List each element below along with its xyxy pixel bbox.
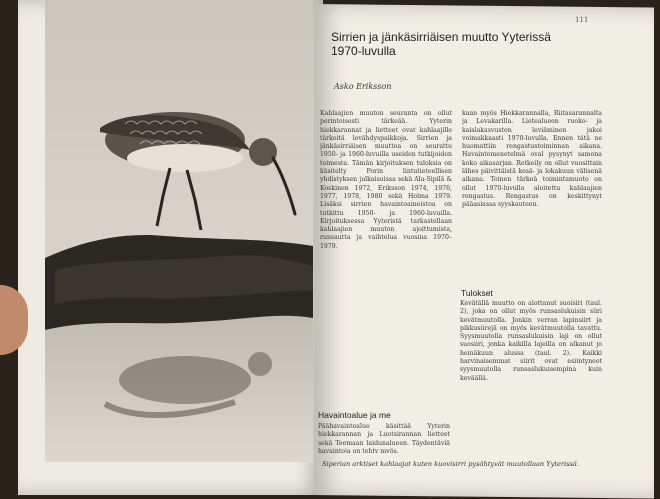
article-title: Sirrien ja jänkäsirriäisen muutto Yyterissä 1970-luvulla: [331, 30, 551, 58]
article-author: Asko Eriksson: [334, 82, 392, 91]
text-column-2: kaan myös Hiekkarannalla, Riitasarannalta ja Levakarilla. Lietealueen ruoko- ja kaislakasvuston leviäminen jakoi voimakkaasti 1970-luvulla. Ennen tätä ne huomattiin rengastustoiminnan aikana. Havaintomenetelmä oval pysynyt samona koko aikasarjan. Retkeily on ollut vuosittain lähes päivittäistä kesä- ja lokakuun välisenä aikana. Toinen tärkeä toimintamuoto on ollut 1970-luvulla aloitettu kahlaajien rengastus. Rengastus on keskittynyt pääasiassa syyskauteen.: [462, 110, 602, 209]
text-column-3: Kevätällä muutto on alottanut suoisiri (taul. 2), joka on ollut myös runsaslukuisin siiri kevätmuutolla. Jonkin verran lapinsiirt ja pikkusiirejä on myös kevätmuutolla tavattu. Syysmuutolla runsaslukuisin laji on ollut suosiiri, jonka kaikilla lajeilla on alkanut jo heinäkuun alussa (taul. 2). Kaikki harvinaisemmat siirit ovat esiintyneet syysmuutolla runsaslukuisempina kuin keväällä.: [460, 300, 602, 382]
photo-caption: Siperian arktiset kahlaajat kuten kuovisirri pysähtyvät muutollaan Yyterissä.: [322, 460, 579, 468]
page-number: 111: [575, 16, 589, 24]
heading-study-area: Havaintoalue ja me: [318, 410, 391, 420]
text-column-4: Päähavaintoalue käsittää Yyterin hiekkarannan ja Luotsirannan lietteet sekä Teemaan laidunalueen. Täydentäviä havaintoja on tehty myös.: [318, 423, 450, 453]
heading-results: Tulokset: [461, 288, 493, 298]
bird-photo: [45, 0, 313, 462]
text-column-1: Kahlaajien muuton seuranta on ollut perinteisesti tärkeää. Yyterin hiekkarannat ja lietteet ovat kahlaajille tärkeitä levähdyspaikkoja. Sirrien ja jänkäsirriäisen muuttoa on seurattu 1950- ja 1960-luvuilla useiden tutkijoiden toimesta. Tämän kirjoituksen tuloksia on käsitelty Porin lintutieteellisen yhdistyksen julkaisuissa sekä Ala-Sipilä & Koskinen 1972, Eriksson 1974, 1976, 1977, 1978, 1980 sekä Holma 1979. Lisäksi sirrien havaintoaineistoa on tutkittu 1950- ja 1960-luvuilla. Kirjoituksessa Yyteristä tarkastellaan kahlaajien muuton ajoittumista, runsautta ja vaihtelua vuosina 1970–1979.: [320, 110, 452, 250]
